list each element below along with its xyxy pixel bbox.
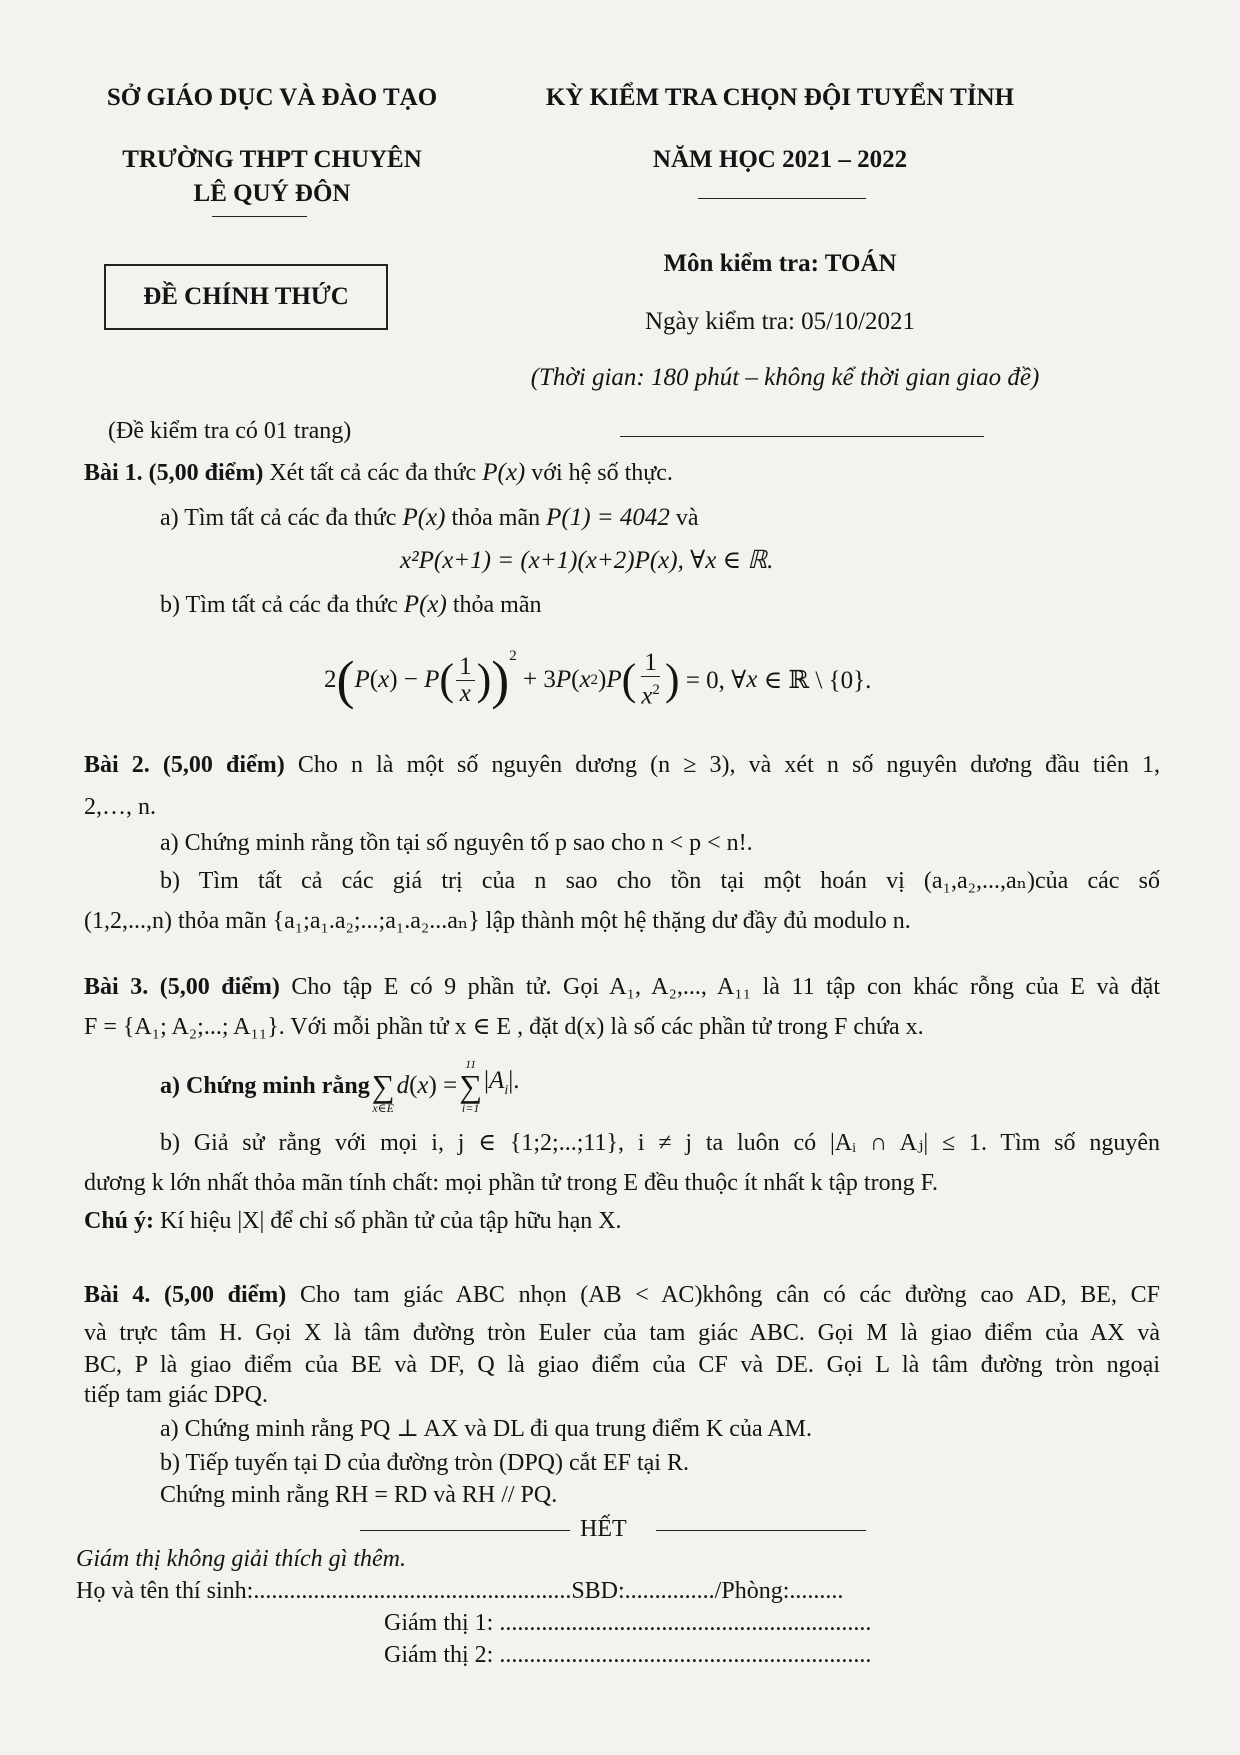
problem-3-intro: Bài 3. (5,00 điểm) Cho tập E có 9 phần tử. Gọi A₁, A₂,..., A₁₁ là 11 tập con khác rỗng của E và đặt	[84, 974, 1160, 1000]
problem-3-title: Bài 3. (5,00 điểm)	[84, 974, 280, 1000]
official-badge: ĐỀ CHÍNH THỨC	[104, 264, 388, 330]
problem-1-intro: Bài 1. (5,00 điểm) Xét tất cả các đa thức P(x) với hệ số thực.	[84, 459, 673, 486]
problem-2-intro: Bài 2. (5,00 điểm) Cho n là một số nguyên dương (n ≥ 3), và xét n số nguyên dương đầu tiên 1,	[84, 752, 1160, 778]
problem-4b: b) Tiếp tuyến tại D của đường tròn (DPQ) cắt EF tại R.	[160, 1450, 689, 1476]
problem-3-note: Chú ý: Kí hiệu |X| để chỉ số phần tử của tập hữu hạn X.	[84, 1208, 622, 1234]
exam-title: KỲ KIỂM TRA CHỌN ĐỘI TUYỂN TỈNH	[545, 84, 1015, 111]
sum-symbol-2: 11 ∑ i=1	[459, 1057, 483, 1115]
problem-3a: a) Chứng minh rằng ∑ x∈E d(x) = 11 ∑ i=1 $|A_i|$.	[160, 1057, 520, 1115]
problem-1-title: Bài 1. (5,00 điểm)	[84, 460, 264, 486]
exam-duration: (Thời gian: 180 phút – không kể thời gian giao đề)	[530, 364, 1040, 391]
problem-2b-cont: (1,2,...,n) thỏa mãn {a₁;a₁.a₂;...;a₁.a₂...aₙ} lập thành một hệ thặng dư đầy đủ modulo n.	[84, 908, 911, 934]
problem-1a: a) Tìm tất cả các đa thức P(x) thỏa mãn P(1) = 4042 và	[160, 504, 699, 531]
problem-4-line3: BC, P là giao điểm của BE và DF, Q là giao điểm của CF và DE. Gọi L là tâm đường tròn ngoại	[84, 1352, 1160, 1378]
problem-4-title: Bài 4. (5,00 điểm)	[84, 1282, 287, 1308]
problem-3-intro-cont: F = {A₁; A₂;...; A₁₁}. Với mỗi phần tử x ∈ E , đặt d(x) là số các phần tử trong F chứa x.	[84, 1014, 924, 1040]
school-name-line1: TRƯỜNG THPT CHUYÊN	[122, 146, 422, 173]
proctor-1-line: Giám thị 1: ..............................................................	[384, 1610, 872, 1636]
end-marker: HẾT	[580, 1516, 627, 1542]
proctor-note: Giám thị không giải thích gì thêm.	[76, 1546, 406, 1572]
problem-4-line2: và trực tâm H. Gọi X là tâm đường tròn Euler của tam giác ABC. Gọi M là giao điểm của AX và	[84, 1320, 1160, 1346]
candidate-line: Họ và tên thí sinh:.....................................................SBD:.............../Phòng:.........	[76, 1578, 844, 1604]
problem-3b-cont: dương k lớn nhất thỏa mãn tính chất: mọi phần tử trong E đều thuộc ít nhất k tập trong F.	[84, 1170, 939, 1196]
problem-4b-cont: Chứng minh rằng RH = RD và RH // PQ.	[160, 1482, 558, 1508]
problem-2a: a) Chứng minh rằng tồn tại số nguyên tố p sao cho n < p < n!.	[160, 830, 753, 856]
pages-note: (Đề kiểm tra có 01 trang)	[108, 418, 352, 444]
problem-4-line4: tiếp tam giác DPQ.	[84, 1382, 268, 1408]
problem-1b: b) Tìm tất cả các đa thức P(x) thỏa mãn	[160, 591, 542, 618]
exam-date: Ngày kiểm tra: 05/10/2021	[644, 308, 916, 335]
sum-symbol: ∑ x∈E	[371, 1068, 395, 1115]
problem-4-intro: Bài 4. (5,00 điểm) Cho tam giác ABC nhọn (AB < AC)không cân có các đường cao AD, BE, CF	[84, 1282, 1160, 1308]
dept-name: SỞ GIÁO DỤC VÀ ĐÀO TẠO	[106, 84, 438, 111]
school-name-line2: LÊ QUÝ ĐÔN	[193, 180, 351, 207]
end-rule-left	[360, 1530, 570, 1531]
school-year: NĂM HỌC 2021 – 2022	[652, 146, 908, 173]
problem-2-title: Bài 2. (5,00 điểm)	[84, 752, 285, 778]
school-underline	[212, 216, 307, 217]
problem-1a-equation: x²P(x+1) = (x+1)(x+2)P(x), ∀x ∈ ℝ.	[400, 547, 774, 574]
problem-1b-equation: 2 ( P ( x ) − P ( $\frac{1}{x}$ ) ) $^2$ + 3 P ( x 2 ) P ( $\frac{1}{x^2}$ ) = 0, ∀ x ∈ ℝ \ {0}.	[324, 648, 872, 710]
year-underline	[698, 198, 866, 199]
problem-3b: b) Giả sử rằng với mọi i, j ∈ {1;2;...;11}, i ≠ j ta luôn có |Aᵢ ∩ Aⱼ| ≤ 1. Tìm số nguyên	[160, 1130, 1160, 1156]
problem-2b: b) Tìm tất cả các giá trị của n sao cho tồn tại một hoán vị (a₁,a₂,...,aₙ)của các số	[160, 868, 1160, 894]
problem-2-intro-cont: 2,…, n.	[84, 794, 156, 820]
subject-label: Môn kiểm tra: TOÁN	[663, 250, 897, 277]
proctor-2-line: Giám thị 2: ..............................................................	[384, 1642, 872, 1668]
problem-4a: a) Chứng minh rằng PQ ⊥ AX và DL đi qua trung điểm K của AM.	[160, 1416, 812, 1442]
duration-underline	[620, 436, 984, 437]
end-rule-right	[656, 1530, 866, 1531]
